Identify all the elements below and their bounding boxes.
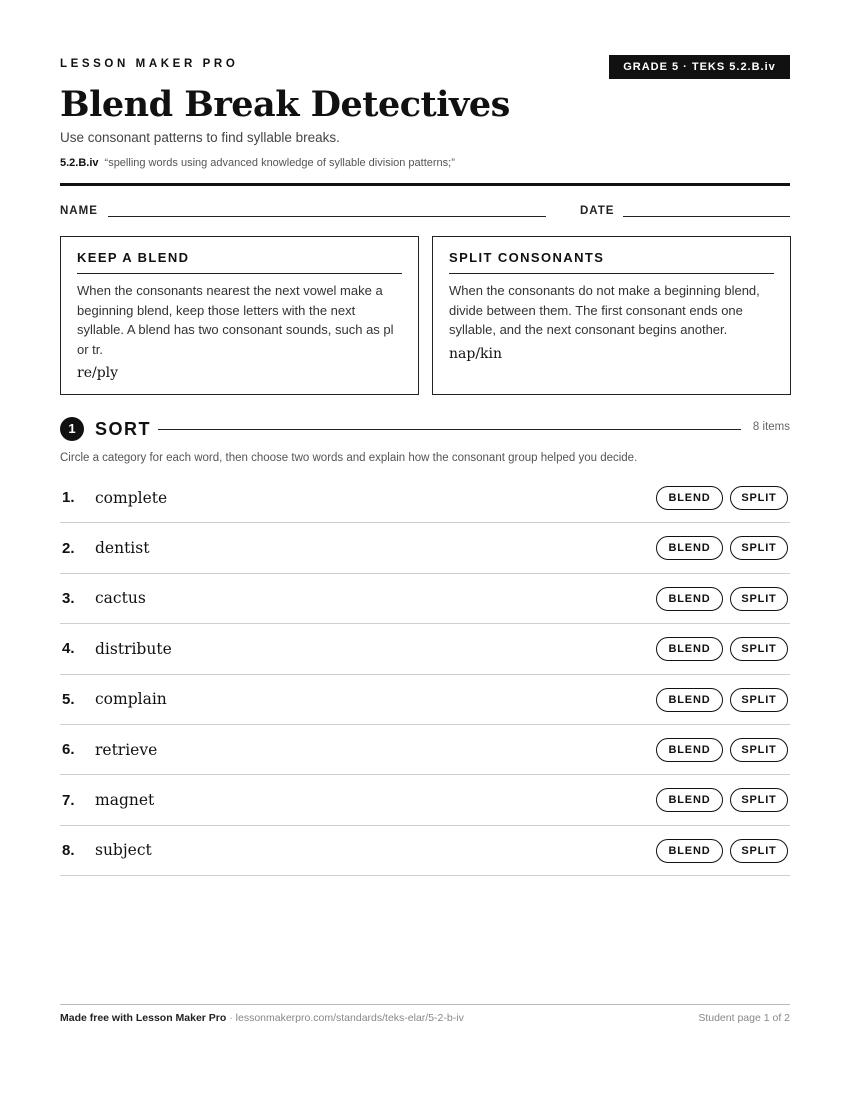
page-title: Blend Break Detectives — [60, 84, 510, 125]
footer-credit — [60, 1012, 464, 1024]
footer-divider — [60, 1004, 790, 1005]
item-word: distribute — [95, 639, 172, 658]
list-item — [60, 675, 790, 725]
header-divider — [60, 183, 790, 186]
item-word: complain — [95, 690, 167, 709]
split-consonants-box — [432, 236, 791, 395]
list-item — [60, 574, 790, 624]
list-item — [60, 826, 790, 876]
split-choice[interactable]: SPLIT — [730, 788, 788, 812]
split-choice[interactable]: SPLIT — [730, 536, 788, 560]
item-word: cactus — [95, 589, 146, 608]
blend-choice[interactable]: BLEND — [656, 839, 723, 863]
split-choice[interactable]: SPLIT — [730, 637, 788, 661]
item-word: retrieve — [95, 740, 158, 759]
standard-reference — [60, 157, 455, 169]
item-number: 2. — [62, 539, 75, 557]
item-number: 6. — [62, 741, 75, 759]
item-number: 8. — [62, 841, 75, 859]
section-divider — [158, 429, 741, 430]
box-heading: KEEP A BLEND — [77, 250, 402, 274]
split-choice[interactable]: SPLIT — [730, 839, 788, 863]
sort-list — [60, 473, 790, 876]
item-word: complete — [95, 488, 168, 507]
item-number: 3. — [62, 589, 75, 607]
list-item — [60, 624, 790, 674]
box-text: When the consonants nearest the next vowel make a beginning blend, keep those letters with the next syllable. A blend has two consonant sounds, such as pl or tr. — [77, 283, 394, 357]
section-title: SORT — [95, 419, 152, 439]
list-item — [60, 523, 790, 573]
item-count: 8 items — [752, 421, 790, 433]
split-choice[interactable]: SPLIT — [730, 486, 788, 510]
list-item — [60, 725, 790, 775]
split-choice[interactable]: SPLIT — [730, 688, 788, 712]
item-number: 1. — [62, 489, 75, 507]
blend-choice[interactable]: BLEND — [656, 486, 723, 510]
page-subtitle: Use consonant patterns to find syllable breaks. — [60, 130, 340, 145]
name-label: NAME — [60, 205, 98, 217]
blend-choice[interactable]: BLEND — [656, 637, 723, 661]
blend-choice[interactable]: BLEND — [656, 788, 723, 812]
blend-choice[interactable]: BLEND — [656, 587, 723, 611]
split-choice[interactable]: SPLIT — [730, 587, 788, 611]
footer-made-with: Made free with Lesson Maker Pro — [60, 1012, 227, 1024]
standard-code: 5.2.B.iv — [60, 157, 99, 169]
standard-text: “spelling words using advanced knowledge of syllable division patterns;” — [104, 157, 455, 169]
name-field[interactable] — [108, 216, 546, 217]
item-number: 4. — [62, 640, 75, 658]
page-indicator: Student page 1 of 2 — [698, 1012, 790, 1024]
brand-name: LESSON MAKER PRO — [60, 58, 239, 70]
box-heading: SPLIT CONSONANTS — [449, 250, 774, 274]
box-example: re/ply — [77, 365, 119, 381]
blend-choice[interactable]: BLEND — [656, 738, 723, 762]
blend-choice[interactable]: BLEND — [656, 536, 723, 560]
blend-choice[interactable]: BLEND — [656, 688, 723, 712]
box-example: nap/kin — [449, 345, 503, 362]
box-text: When the consonants do not make a beginning blend, divide between them. The first consonant ends one syllable, and the next consonant begins another. — [449, 283, 760, 337]
item-word: subject — [95, 841, 152, 860]
item-number: 5. — [62, 690, 75, 708]
list-item — [60, 775, 790, 825]
date-label: DATE — [580, 205, 615, 217]
item-word: magnet — [95, 791, 155, 810]
list-item — [60, 473, 790, 523]
section-instructions: Circle a category for each word, then choose two words and explain how the consonant group helped you decide. — [60, 452, 638, 464]
section-number-badge: 1 — [60, 417, 84, 441]
grade-badge: GRADE 5 · TEKS 5.2.B.iv — [609, 55, 790, 79]
footer-url[interactable]: · lessonmakerpro.com/standards/teks-elar/5-2-b-iv — [226, 1012, 464, 1024]
item-word: dentist — [95, 539, 150, 558]
split-choice[interactable]: SPLIT — [730, 738, 788, 762]
keep-a-blend-box — [60, 236, 419, 395]
date-field[interactable] — [623, 216, 790, 217]
item-number: 7. — [62, 791, 75, 809]
